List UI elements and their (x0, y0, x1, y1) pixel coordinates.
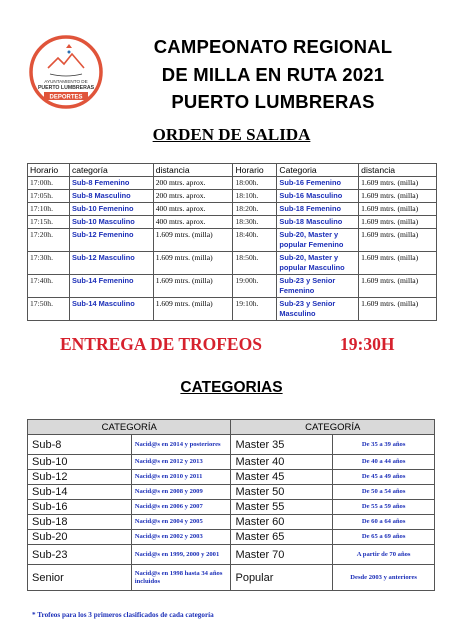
category-cell: Sub-20, Master y popular Femenino (277, 229, 359, 252)
distancia-cell: 1.609 mtrs. (milla) (359, 298, 437, 321)
distancia-cell: 1.609 mtrs. (milla) (359, 190, 437, 203)
horario-cell: 17:10h. (28, 203, 70, 216)
category-cell: Sub-20, Master y popular Masculino (277, 252, 359, 275)
category-description-cell: Nacid@s en 2002 y 2003 (131, 530, 231, 545)
title-line-3: PUERTO LUMBRERAS (171, 91, 375, 112)
category-cell: Sub-16 Masculino (277, 190, 359, 203)
orden-de-salida-heading: ORDEN DE SALIDA (152, 125, 311, 144)
table-row (28, 500, 435, 515)
table-row (28, 190, 437, 203)
trofeos-footnote: * Trofeos para los 3 primeros clasificados de cada categoría (32, 611, 214, 619)
horario-cell: 17:30h. (28, 252, 70, 275)
table-row (28, 515, 435, 530)
category-description-cell: Nacid@s en 2010 y 2011 (131, 470, 231, 485)
horario-cell: 17:00h. (28, 177, 70, 190)
category-name-cell: Sub-18 (28, 515, 132, 530)
distancia-cell: 1.609 mtrs. (milla) (153, 252, 233, 275)
column-header: Horario (233, 164, 277, 177)
distancia-cell: 1.609 mtrs. (milla) (153, 229, 233, 252)
table-row (28, 565, 435, 591)
ayuntamiento-logo (28, 34, 104, 110)
distancia-cell: 400 mtrs. aprox. (153, 203, 233, 216)
distancia-cell: 1.609 mtrs. (milla) (359, 203, 437, 216)
table-header-row (28, 164, 437, 177)
horario-cell: 17:20h. (28, 229, 70, 252)
table-row (28, 435, 435, 455)
category-description-cell: De 45 a 49 años (333, 470, 435, 485)
categorias-heading: CATEGORIAS (180, 379, 283, 396)
distancia-cell: 1.609 mtrs. (milla) (153, 298, 233, 321)
table-row (28, 470, 435, 485)
distancia-cell: 1.609 mtrs. (milla) (359, 216, 437, 229)
distancia-cell: 400 mtrs. aprox. (153, 216, 233, 229)
svg-text:PUERTO LUMBRERAS: PUERTO LUMBRERAS (37, 85, 95, 91)
category-name-cell: Sub-10 (28, 455, 132, 470)
table-row (28, 229, 437, 252)
horario-cell: 18:00h. (233, 177, 277, 190)
category-name-cell: Master 35 (231, 435, 333, 455)
horario-cell: 18:40h. (233, 229, 277, 252)
category-description-cell: Desde 2003 y anteriores (333, 565, 435, 591)
svg-text:DEPORTES: DEPORTES (49, 94, 83, 101)
table-row (28, 485, 435, 500)
column-header: CATEGORÍA (28, 420, 231, 435)
category-name-cell: Master 40 (231, 455, 333, 470)
distancia-cell: 200 mtrs. aprox. (153, 177, 233, 190)
table-row (28, 252, 437, 275)
entrega-trofeos-time: 19:30H (340, 334, 395, 354)
category-name-cell: Sub-16 (28, 500, 132, 515)
category-description-cell: Nacid@s en 2012 y 2013 (131, 455, 231, 470)
category-description-cell: De 60 a 64 años (333, 515, 435, 530)
svg-text:AYUNTAMIENTO DE: AYUNTAMIENTO DE (44, 79, 88, 84)
category-name-cell: Master 60 (231, 515, 333, 530)
category-description-cell: Nacid@s en 1998 hasta 34 años incluidos (131, 565, 231, 591)
category-cell: Sub-23 y Senior Femenino (277, 275, 359, 298)
category-name-cell: Master 65 (231, 530, 333, 545)
category-description-cell: Nacid@s en 2014 y posteriores (131, 435, 231, 455)
table-row (28, 530, 435, 545)
horario-cell: 18:50h. (233, 252, 277, 275)
table-row (28, 216, 437, 229)
categorias-table (27, 419, 435, 591)
category-description-cell: Nacid@s en 2008 y 2009 (131, 485, 231, 500)
table-row (28, 275, 437, 298)
distancia-cell: 1.609 mtrs. (milla) (359, 229, 437, 252)
distancia-cell: 1.609 mtrs. (milla) (153, 275, 233, 298)
horario-cell: 18:10h. (233, 190, 277, 203)
title-line-2: DE MILLA EN RUTA 2021 (161, 64, 385, 85)
column-header: Categoria (277, 164, 359, 177)
category-description-cell: Nacid@s en 2004 y 2005 (131, 515, 231, 530)
distancia-cell: 200 mtrs. aprox. (153, 190, 233, 203)
category-cell: Sub-8 Femenino (69, 177, 153, 190)
category-name-cell: Sub-23 (28, 545, 132, 565)
category-cell: Sub-12 Masculino (69, 252, 153, 275)
horario-cell: 18:30h. (233, 216, 277, 229)
table-header-row (28, 420, 435, 435)
title-line-1: CAMPEONATO REGIONAL (153, 36, 393, 57)
category-name-cell: Master 55 (231, 500, 333, 515)
column-header: Horario (28, 164, 70, 177)
distancia-cell: 1.609 mtrs. (milla) (359, 275, 437, 298)
category-description-cell: Nacid@s en 1999, 2000 y 2001 (131, 545, 231, 565)
table-row (28, 545, 435, 565)
category-description-cell: De 40 a 44 años (333, 455, 435, 470)
column-header: distancia (153, 164, 233, 177)
category-name-cell: Popular (231, 565, 333, 591)
category-cell: Sub-16 Femenino (277, 177, 359, 190)
table-row (28, 177, 437, 190)
table-row (28, 455, 435, 470)
category-description-cell: De 35 a 39 años (333, 435, 435, 455)
category-cell: Sub-18 Masculino (277, 216, 359, 229)
column-header: categoría (69, 164, 153, 177)
category-cell: Sub-23 y Senior Masculino (277, 298, 359, 321)
horario-cell: 18:20h. (233, 203, 277, 216)
category-description-cell: A partir de 70 años (333, 545, 435, 565)
category-description-cell: De 50 a 54 años (333, 485, 435, 500)
category-description-cell: Nacid@s en 2006 y 2007 (131, 500, 231, 515)
distancia-cell: 1.609 mtrs. (milla) (359, 177, 437, 190)
category-cell: Sub-8 Masculino (69, 190, 153, 203)
category-name-cell: Sub-12 (28, 470, 132, 485)
entrega-trofeos-label: ENTREGA DE TROFEOS (60, 334, 262, 354)
orden-de-salida-table (27, 163, 437, 321)
category-name-cell: Master 50 (231, 485, 333, 500)
category-name-cell: Master 70 (231, 545, 333, 565)
horario-cell: 17:05h. (28, 190, 70, 203)
category-cell: Sub-12 Femenino (69, 229, 153, 252)
column-header: distancia (359, 164, 437, 177)
category-name-cell: Senior (28, 565, 132, 591)
table-row (28, 203, 437, 216)
column-header: CATEGORÍA (231, 420, 435, 435)
category-name-cell: Sub-20 (28, 530, 132, 545)
category-cell: Sub-10 Femenino (69, 203, 153, 216)
category-cell: Sub-18 Femenino (277, 203, 359, 216)
horario-cell: 17:50h. (28, 298, 70, 321)
category-cell: Sub-14 Masculino (69, 298, 153, 321)
category-name-cell: Master 45 (231, 470, 333, 485)
category-description-cell: De 65 a 69 años (333, 530, 435, 545)
category-name-cell: Sub-8 (28, 435, 132, 455)
horario-cell: 17:40h. (28, 275, 70, 298)
horario-cell: 19:00h. (233, 275, 277, 298)
category-cell: Sub-14 Femenino (69, 275, 153, 298)
table-row (28, 298, 437, 321)
horario-cell: 17:15h. (28, 216, 70, 229)
category-cell: Sub-10 Masculino (69, 216, 153, 229)
horario-cell: 19:10h. (233, 298, 277, 321)
category-description-cell: De 55 a 59 años (333, 500, 435, 515)
distancia-cell: 1.609 mtrs. (milla) (359, 252, 437, 275)
category-name-cell: Sub-14 (28, 485, 132, 500)
